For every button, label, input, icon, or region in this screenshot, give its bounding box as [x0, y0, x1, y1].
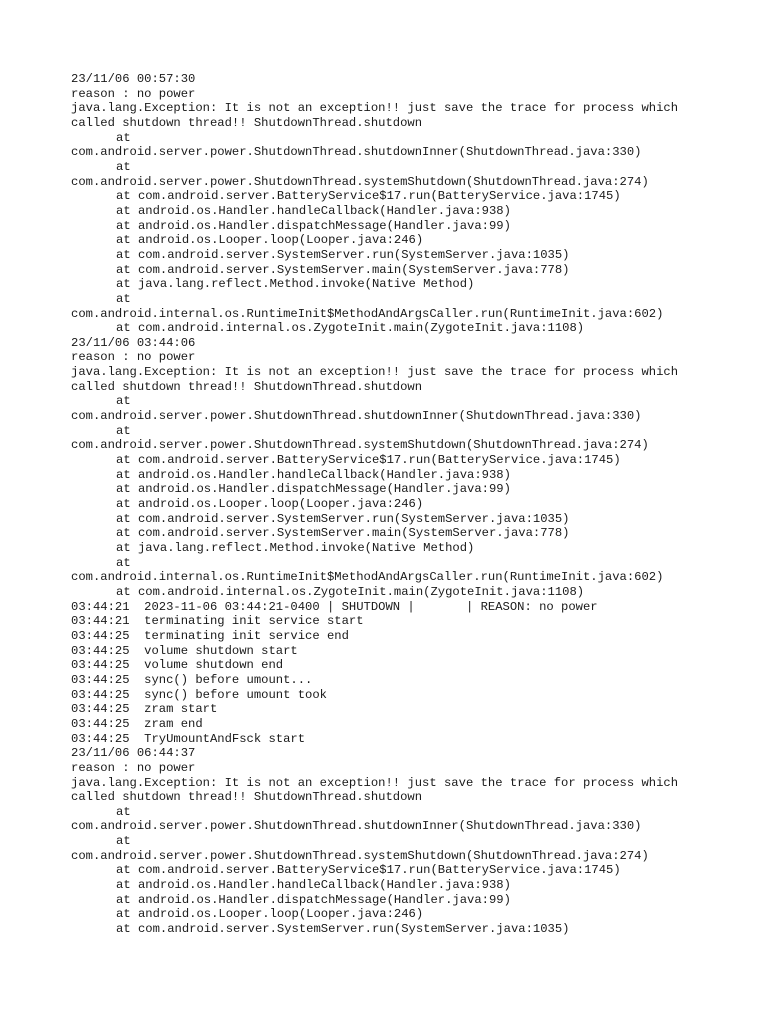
log-line: at — [116, 834, 131, 849]
log-line: at com.android.server.SystemServer.run(SystemServer.java:1035) — [116, 511, 570, 526]
log-line: at android.os.Handler.dispatchMessage(Handler.java:99) — [116, 218, 511, 233]
log-line: 03:44:25 volume shutdown end — [71, 658, 284, 673]
log-line: at java.lang.reflect.Method.invoke(Native Method) — [116, 541, 475, 555]
log-line: 03:44:25 TryUmountAndFsck start — [71, 731, 306, 746]
log-line: reason : no power — [71, 350, 196, 365]
log-line: 23/11/06 00:57:30 — [71, 72, 196, 86]
log-line: java.lang.Exception: It is not an exception!! just save the trace for process which — [71, 775, 679, 790]
log-line: com.android.server.power.ShutdownThread.shutdownInner(ShutdownThread.java:330) — [71, 409, 642, 424]
log-line: at com.android.server.BatteryService$17.run(BatteryService.java:1745) — [116, 453, 621, 468]
log-line: reason : no power — [71, 86, 196, 101]
log-line: 03:44:25 volume shutdown start — [71, 643, 298, 658]
log-line: called shutdown thread!! ShutdownThread.shutdown — [71, 379, 423, 394]
log-line: 03:44:25 zram start — [71, 702, 218, 717]
log-line: 03:44:21 2023-11-06 03:44:21-0400 | SHUTDOWN | | REASON: no power — [71, 599, 598, 614]
log-line: 03:44:25 sync() before umount... — [71, 672, 313, 687]
log-line: at com.android.server.SystemServer.run(SystemServer.java:1035) — [116, 247, 570, 262]
log-line: at com.android.internal.os.ZygoteInit.main(ZygoteInit.java:1108) — [116, 321, 585, 336]
log-line: at android.os.Handler.handleCallback(Handler.java:938) — [116, 467, 511, 482]
log-line: at — [116, 423, 131, 438]
log-line: 03:44:21 terminating init service start — [71, 614, 364, 629]
log-line: at java.lang.reflect.Method.invoke(Native Method) — [116, 277, 475, 292]
log-line: at — [116, 555, 131, 570]
log-line: reason : no power — [71, 760, 196, 775]
log-document — [71, 72, 761, 937]
log-line: at android.os.Handler.handleCallback(Handler.java:938) — [116, 203, 511, 218]
log-line: com.android.server.power.ShutdownThread.systemShutdown(ShutdownThread.java:274) — [71, 174, 649, 189]
log-line: at com.android.internal.os.ZygoteInit.main(ZygoteInit.java:1108) — [116, 584, 585, 599]
log-line: at — [116, 291, 131, 306]
log-line: at com.android.server.SystemServer.main(SystemServer.java:778) — [116, 262, 570, 277]
log-line: at — [116, 804, 131, 819]
log-line: at android.os.Handler.dispatchMessage(Handler.java:99) — [116, 482, 511, 497]
log-line: com.android.internal.os.RuntimeInit$MethodAndArgsCaller.run(RuntimeInit.java:602) — [71, 570, 664, 585]
log-line: 23/11/06 03:44:06 — [71, 335, 196, 350]
log-line: at android.os.Handler.dispatchMessage(Handler.java:99) — [116, 892, 511, 907]
log-line: at android.os.Looper.loop(Looper.java:246) — [116, 907, 424, 922]
log-line: 23/11/06 06:44:37 — [71, 746, 196, 761]
log-line: com.android.server.power.ShutdownThread.shutdownInner(ShutdownThread.java:330) — [71, 145, 642, 160]
log-line: at — [116, 394, 131, 409]
log-line: com.android.server.power.ShutdownThread.systemShutdown(ShutdownThread.java:274) — [71, 438, 649, 453]
log-line: at android.os.Looper.loop(Looper.java:246) — [116, 497, 424, 512]
log-line: com.android.server.power.ShutdownThread.shutdownInner(ShutdownThread.java:330) — [71, 819, 642, 834]
log-line: at com.android.server.SystemServer.run(SystemServer.java:1035) — [116, 922, 570, 937]
log-line: com.android.internal.os.RuntimeInit$MethodAndArgsCaller.run(RuntimeInit.java:602) — [71, 306, 664, 321]
log-line: at — [116, 159, 131, 174]
log-line: at android.os.Handler.handleCallback(Handler.java:938) — [116, 878, 511, 893]
log-line: java.lang.Exception: It is not an exception!! just save the trace for process which — [71, 101, 679, 116]
log-line: called shutdown thread!! ShutdownThread.shutdown — [71, 790, 423, 805]
log-line: at com.android.server.BatteryService$17.run(BatteryService.java:1745) — [116, 863, 621, 878]
log-line: at android.os.Looper.loop(Looper.java:246) — [116, 233, 424, 248]
log-line: called shutdown thread!! ShutdownThread.shutdown — [71, 115, 423, 130]
log-line: 03:44:25 terminating init service end — [71, 628, 349, 643]
log-line: com.android.server.power.ShutdownThread.systemShutdown(ShutdownThread.java:274) — [71, 848, 649, 863]
log-line: 03:44:25 sync() before umount took — [71, 687, 327, 702]
log-line: at com.android.server.SystemServer.main(SystemServer.java:778) — [116, 526, 570, 541]
log-line: at com.android.server.BatteryService$17.run(BatteryService.java:1745) — [116, 189, 621, 204]
log-line: 03:44:25 zram end — [71, 716, 203, 731]
log-line: at — [116, 130, 131, 145]
log-line: java.lang.Exception: It is not an exception!! just save the trace for process which — [71, 365, 679, 380]
